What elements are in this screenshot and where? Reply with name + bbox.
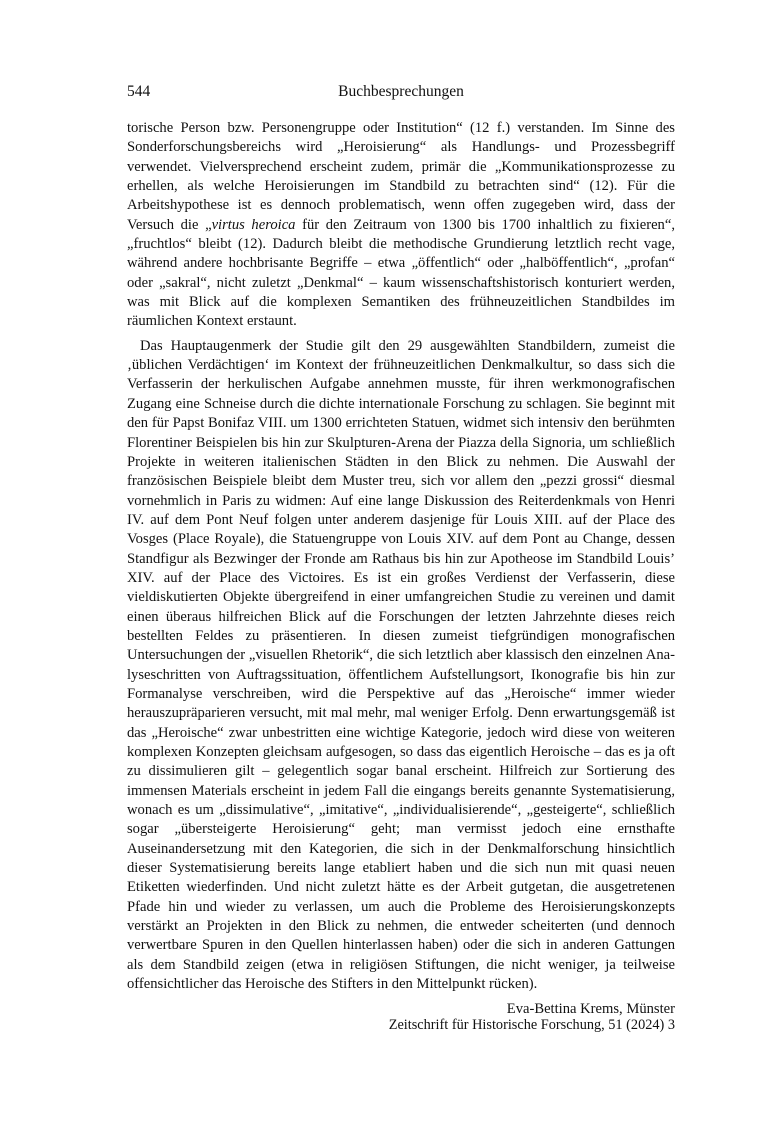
journal-footer: Zeitschrift für Historische Forschung, 51 (2024) 3 (388, 1017, 675, 1033)
paragraph-1-text-b: für den Zeitraum von 1300 bis 1700 inhaltlich zu fixieren“, „fruchtlos“ bleibt (12). Dadurch bleibt die methodische Grundierung letztlich recht vage, während andere hochbrisante Begriffe – etwa „öffentlich“ oder „halböffentlich“, „profan“ oder „sakral“, nicht zuletzt „Denkmal“ – kaum wissenschaftshistorisch konturiert werden, was mit Blick auf die komplexen Semantiken des frühneuzeitlichen Standbildes im räumlichen Kontext erstaunt. (127, 216, 675, 330)
paragraph-1-italic-term: virtus heroica (211, 216, 296, 233)
review-body (127, 119, 675, 1019)
paragraph-1-text-a: torische Person bzw. Personengruppe oder Institution“ (12 f.) verstanden. Im Sinne des Sonderforschungsbereichs wird „Heroisierung“ als Handlungs- und Prozessbegriff verwendet. Vielversprechend erscheint zudem, primär die „Kommunikationsprozesse zu erhellen, als welche Heroisierungen im Standbild zu betrachten sind“ (12). Für die Arbeitshypothese ist es dennoch problematisch, wenn offen zugegeben wird, dass der Versuch die „ (127, 120, 675, 233)
paragraph-1 (127, 119, 675, 332)
reviewer-signature: Eva-Bettina Krems, Münster (506, 1001, 675, 1018)
running-head: Buchbesprechungen (338, 83, 464, 100)
page-header (127, 83, 675, 105)
page-number: 544 (127, 83, 151, 100)
paragraph-2: Das Hauptaugenmerk der Studie gilt den 29 ausgewählten Standbildern, zumeist die ‚üblichen Verdächtigen‘ im Kontext der frühneuzeitlichen Denkmalkultur, so dass sich die Verfasserin der herkulischen Aufgabe annehmen musste, für ihren werkmonografischen Zugang eine Schneise durch die dichte internationale Forschung zu schlagen. Sie beginnt mit den für Papst Bonifaz VIII. um 1300 errichteten Statuen, widmet sich intensiv den berühmten Florentiner Beispielen bis hin zur Skulpturen-Arena der Piazza della Signoria, um schließlich Projekte in weiteren italienischen Städten in den Blick zu nehmen. Die Auswahl der französischen Beispiele bleibt dem Muster treu, sich vor allem den „pezzi grossi“ diesmal vornehmlich in Paris zu widmen: Auf eine lange Diskussion des Reiterdenkmals von Henri IV. auf dem Pont Neuf folgen unter anderem dasjenige für Louis XIII. auf der Place des Vosges (Place Royale), die Statuengruppe von Louis XIV. auf dem Pont au Change, dessen Standfigur als Bezwinger der Fronde am Rathaus bis hin zur Apotheose im Standbild Louis’ XIV. auf der Place des Victoires. Es ist ein großes Verdienst der Verfasserin, diese vieldiskutierten Objekte übergreifend in einer umfangreichen Studie zu vereinen und damit einen überaus hilfreichen Blick auf die Forschungen der letzten Jahrzehnte dieses reich bestellten Feldes zu präsentieren. In diesen zumeist tiefgründigen monografischen Untersuchungen der „visuellen Rhetorik“, die sich letztlich aber klassisch den einzelnen Analyseschritten von Auftragssituation, öffentlichem Aufstellungsort, Ikonografie bis hin zur Formanalyse verschreiben, wird die Perspektive auf das „Heroische“ immer wieder herauszupräparieren versucht, mit mal mehr, mal weniger Erfolg. Denn erwartungsgemäß ist das „Heroische“ zwar unbestritten eine wichtige Kategorie, jedoch wird diese von weiteren komplexen Konzepten gleichsam aufgesogen, so dass das eigentlich Heroische – das es ja oft zu dissimulieren gilt – gelegentlich sogar banal erscheint. Hilfreich zur Sortierung des immensen Materials erscheint in jedem Fall die eingangs bereits genannte Systematisierung, wonach es um „dissimulative“, „imitative“, „individualisierende“, „gesteigerte“, schließlich sogar „übersteigerte Heroisierung“ geht; man vermisst jedoch eine ernsthafte Auseinandersetzung mit den Kategorien, die sich in der Denkmalforschung hinsichtlich dieser Systematisierung bereits lange etabliert haben und die sich nun mit quasi neuen Etiketten wiederfinden. Und nicht zuletzt hätte es der Arbeit gutgetan, die ausgetretenen Pfade hin und wieder zu verlassen, um auch die Probleme des Heroisierungskonzepts verstärkt an Projekten in den Blick zu nehmen, die entweder scheiterten (und dennoch verwertbare Spuren in den Quellen hinterlassen haben) oder die sich in anderen Gattungen als dem Standbild zeigen (etwa in religiösen Stiftungen, die nicht weniger, ja teilweise offensichtlicher das Heroische des Stifters in den Mittelpunkt rücken). (127, 337, 675, 993)
